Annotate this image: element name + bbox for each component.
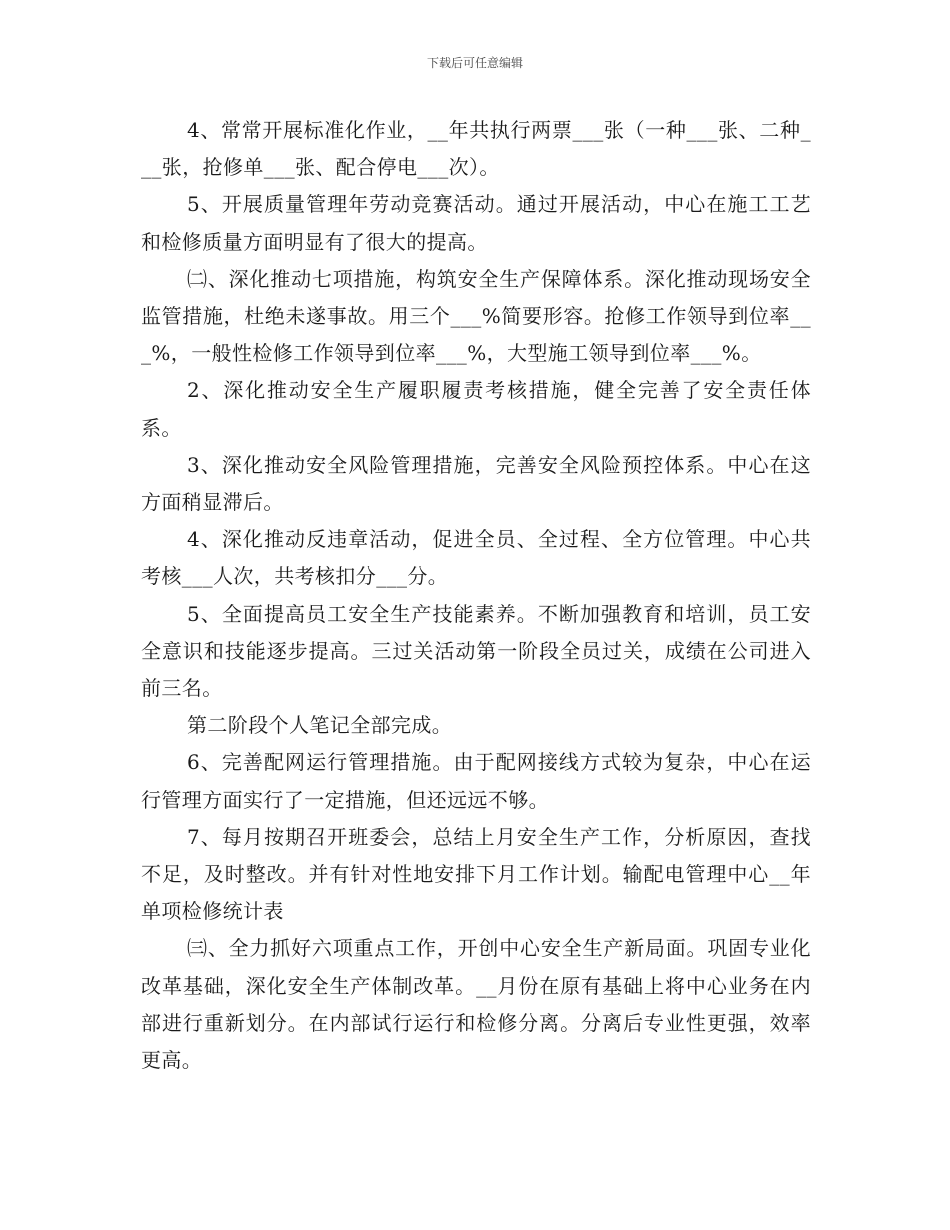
paragraph-responsibility-assessment: 2、深化推动安全生产履职履责考核措施，健全完善了安全责任体系。 <box>141 378 811 440</box>
page-header: 下载后可任意编辑 <box>426 56 523 70</box>
paragraph-seven-measures: ㈡、深化推动七项措施，构筑安全生产保障体系。深化推动现场安全监管措施，杜绝未遂事故。用三个___%简要形容。抢修工作领导到位率___%，一般性检修工作领导到位率___%，大型施工领导到位率___%。 <box>141 266 811 366</box>
paragraph-work-tickets: 4、常常开展标准化作业，__年共执行两票___张（一种___张、二种___张，抢修单___张、配合停电___次）。 <box>141 118 811 180</box>
paragraph-anti-violation: 4、深化推动反违章活动，促进全员、全过程、全方位管理。中心共考核___人次，共考核扣分___分。 <box>141 527 811 589</box>
paragraph-stage-two: 第二阶段个人笔记全部完成。 <box>187 713 453 738</box>
document-body <box>141 112 811 1079</box>
paragraph-monthly-meeting: 7、每月按期召开班委会，总结上月安全生产工作，分析原因，查找不足，及时整改。并有针对性地安排下月工作计划。输配电管理中心__年单项检修统计表 <box>141 824 811 924</box>
paragraph-risk-management: 3、深化推动安全风险管理措施，完善安全风险预控体系。中心在这方面稍显滞后。 <box>141 452 811 515</box>
paragraph-skills-training: 5、全面提高员工安全生产技能素养。不断加强教育和培训，员工安全意识和技能逐步提高。三过关活动第一阶段全员过关，成绩在公司进入前三名。 <box>141 601 811 701</box>
paragraph-six-key-tasks: ㈢、全力抓好六项重点工作，开创中心安全生产新局面。巩固专业化改革基础，深化安全生产体制改革。__月份在原有基础上将中心业务在内部进行重新划分。在内部试行运行和检修分离。分离后专业性更强，效率更高。 <box>141 936 811 1073</box>
paragraph-distribution-network: 6、完善配网运行管理措施。由于配网接线方式较为复杂，中心在运行管理方面实行了一定措施，但还远远不够。 <box>141 750 811 812</box>
paragraph-quality-competition: 5、开展质量管理年劳动竞赛活动。通过开展活动，中心在施工工艺和检修质量方面明显有了很大的提高。 <box>141 192 811 254</box>
